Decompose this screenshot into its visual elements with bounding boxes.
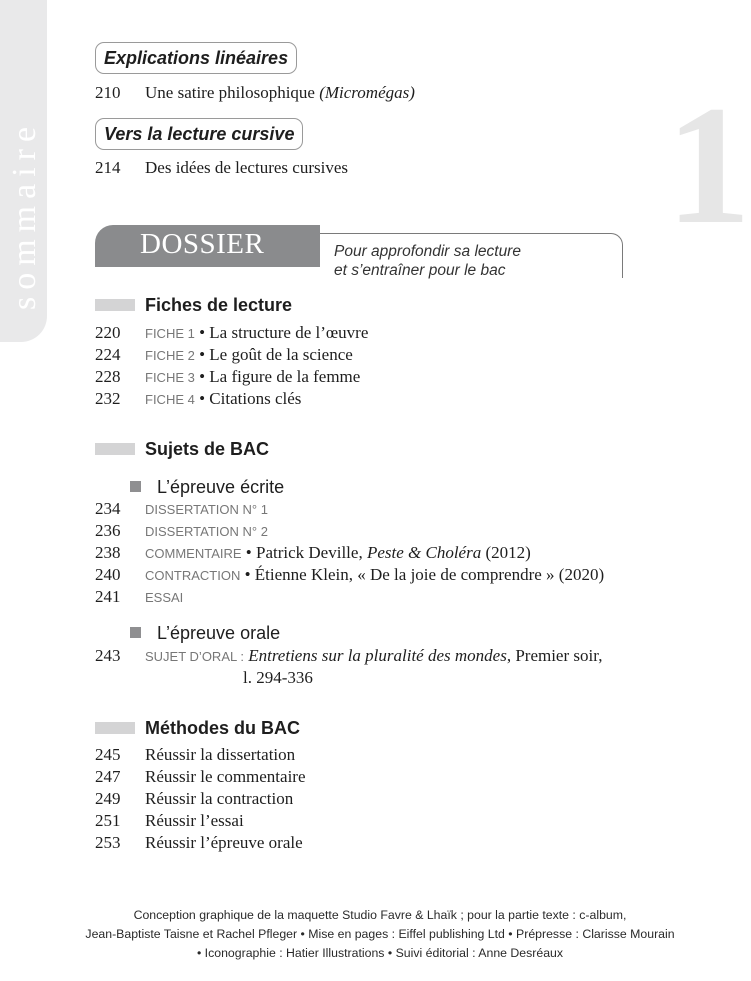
toc-entry[interactable]: 249 Réussir la contraction: [95, 789, 294, 808]
toc-entry[interactable]: 236 DISSERTATION N° 2: [95, 521, 268, 540]
toc-entry[interactable]: 241 ESSAI: [95, 587, 184, 606]
chapter-number-decoration: 1: [666, 71, 751, 259]
subsection-marker: [130, 481, 141, 492]
epreuve-orale-title: L’épreuve orale: [157, 623, 281, 643]
toc-entry[interactable]: 224 FICHE 2 • Le goût de la science: [95, 345, 353, 364]
section-marker: [95, 299, 135, 311]
toc-entry[interactable]: 243 SUJET D’ORAL : Entretiens sur la pluralité des mondes, Premier soir,: [95, 646, 603, 665]
side-tab: [0, 0, 47, 342]
dossier-subtitle: Pour approfondir sa lecture et s’entraîner pour le bac: [334, 243, 521, 279]
cursive-heading: Vers la lecture cursive: [95, 118, 303, 150]
toc-entry[interactable]: 238 COMMENTAIRE • Patrick Deville, Peste & Choléra (2012): [95, 543, 531, 562]
sommaire-label: sommaire: [6, 119, 43, 310]
explications-heading: Explications linéaires: [95, 42, 297, 74]
credits: Conception graphique de la maquette Studio Favre & Lhaïk ; pour la partie texte : c-album, Jean-Baptiste Taisne et Rachel Pfleger • Mise en pages : Eiffel publishing Ltd • Prépresse : Clarisse Mourain • Iconographie : Hatier Illustrations • Suivi éditorial : Anne Desréaux: [85, 908, 675, 960]
toc-entry[interactable]: 247 Réussir le commentaire: [95, 767, 306, 786]
toc-entry[interactable]: 253 Réussir l’épreuve orale: [95, 833, 303, 852]
toc-entry[interactable]: 240 CONTRACTION • Étienne Klein, « De la joie de comprendre » (2020): [95, 565, 605, 584]
subsection-marker: [130, 627, 141, 638]
toc-entry[interactable]: 214 Des idées de lectures cursives: [95, 158, 348, 177]
toc-entry[interactable]: 220 FICHE 1 • La structure de l’œuvre: [95, 323, 369, 342]
sujets-title: Sujets de BAC: [145, 439, 270, 459]
epreuve-ecrite-title: L’épreuve écrite: [157, 477, 285, 497]
section-marker: [95, 443, 135, 455]
fiches-title: Fiches de lecture: [145, 295, 293, 315]
dossier-title: DOSSIER: [140, 228, 265, 260]
section-marker: [95, 722, 135, 734]
toc-entry[interactable]: 234 DISSERTATION N° 1: [95, 499, 268, 518]
toc-entry[interactable]: 245 Réussir la dissertation: [95, 745, 296, 764]
methodes-title: Méthodes du BAC: [145, 718, 300, 738]
toc-entry[interactable]: 232 FICHE 4 • Citations clés: [95, 389, 302, 408]
toc-entry[interactable]: 228 FICHE 3 • La figure de la femme: [95, 367, 361, 386]
toc-entry[interactable]: 251 Réussir l’essai: [95, 811, 244, 830]
toc-entry-continuation: l. 294-336: [243, 668, 313, 687]
toc-entry[interactable]: 210 Une satire philosophique (Micromégas): [95, 83, 415, 102]
